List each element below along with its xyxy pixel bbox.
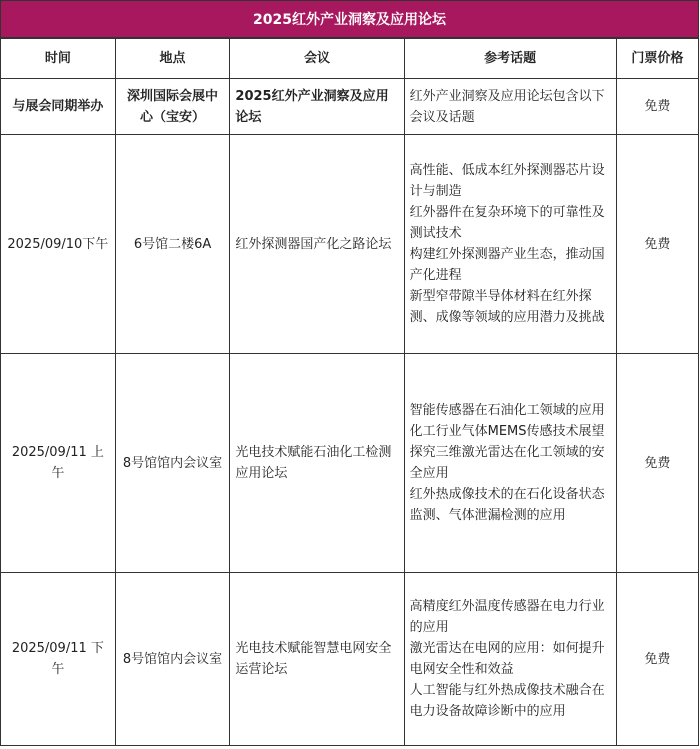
cell-time: 2025/09/11 上午 xyxy=(1,354,116,573)
topic-item: 红外热成像技术的在石化设备状态监测、气体泄漏检测的应用 xyxy=(409,487,605,523)
topic-item: 红外器件在复杂环境下的可靠性及测试技术 xyxy=(409,205,605,241)
header-row xyxy=(1,39,699,79)
cell-venue: 8号馆馆内会议室 xyxy=(115,354,230,573)
cell-venue: 6号馆二楼6A xyxy=(115,135,230,354)
table-row xyxy=(1,573,699,746)
table-row xyxy=(1,79,699,135)
topic-item: 智能传感器在石油化工领域的应用 xyxy=(409,403,605,418)
header-venue: 地点 xyxy=(115,39,230,79)
table-title: 2025红外产业洞察及应用论坛 xyxy=(0,0,699,38)
table-row xyxy=(1,354,699,573)
cell-venue: 深圳国际会展中心（宝安） xyxy=(115,79,230,135)
header-topics: 参考话题 xyxy=(404,39,616,79)
cell-price: 免费 xyxy=(616,573,698,746)
topic-item: 激光雷达在电网的应用：如何提升电网安全性和效益 xyxy=(409,641,605,677)
header-price: 门票价格 xyxy=(616,39,698,79)
cell-venue: 8号馆馆内会议室 xyxy=(115,573,230,746)
cell-price: 免费 xyxy=(616,79,698,135)
cell-time: 2025/09/11 下午 xyxy=(1,573,116,746)
cell-topics xyxy=(404,354,616,573)
header-meeting: 会议 xyxy=(230,39,404,79)
cell-time: 2025/09/10下午 xyxy=(1,135,116,354)
topic-item: 人工智能与红外热成像技术融合在电力设备故障诊断中的应用 xyxy=(409,683,605,719)
topic-item: 高性能、低成本红外探测器芯片设计与制造 xyxy=(409,163,605,199)
topic-item: 高精度红外温度传感器在电力行业的应用 xyxy=(409,599,605,635)
cell-meeting: 红外探测器国产化之路论坛 xyxy=(230,135,404,354)
header-time: 时间 xyxy=(1,39,116,79)
cell-meeting: 光电技术赋能石油化工检测应用论坛 xyxy=(230,354,404,573)
topic-item: 化工行业气体MEMS传感技术展望 xyxy=(409,424,605,439)
cell-price: 免费 xyxy=(616,135,698,354)
table-row xyxy=(1,135,699,354)
cell-meeting: 光电技术赋能智慧电网安全运营论坛 xyxy=(230,573,404,746)
cell-meeting: 2025红外产业洞察及应用论坛 xyxy=(230,79,404,135)
cell-price: 免费 xyxy=(616,354,698,573)
topic-item: 红外产业洞察及应用论坛包含以下会议及话题 xyxy=(409,88,605,125)
topic-item: 构建红外探测器产业生态，推动国产化进程 xyxy=(409,247,605,283)
cell-time: 与展会同期举办 xyxy=(1,79,116,135)
topic-item: 新型窄带隙半导体材料在红外探测、成像等领域的应用潜力及挑战 xyxy=(409,289,605,325)
topic-item: 探究三维激光雷达在化工领域的安全应用 xyxy=(409,445,605,481)
cell-topics xyxy=(404,573,616,746)
schedule-table xyxy=(0,38,699,746)
cell-topics xyxy=(404,135,616,354)
cell-topics xyxy=(404,79,616,135)
